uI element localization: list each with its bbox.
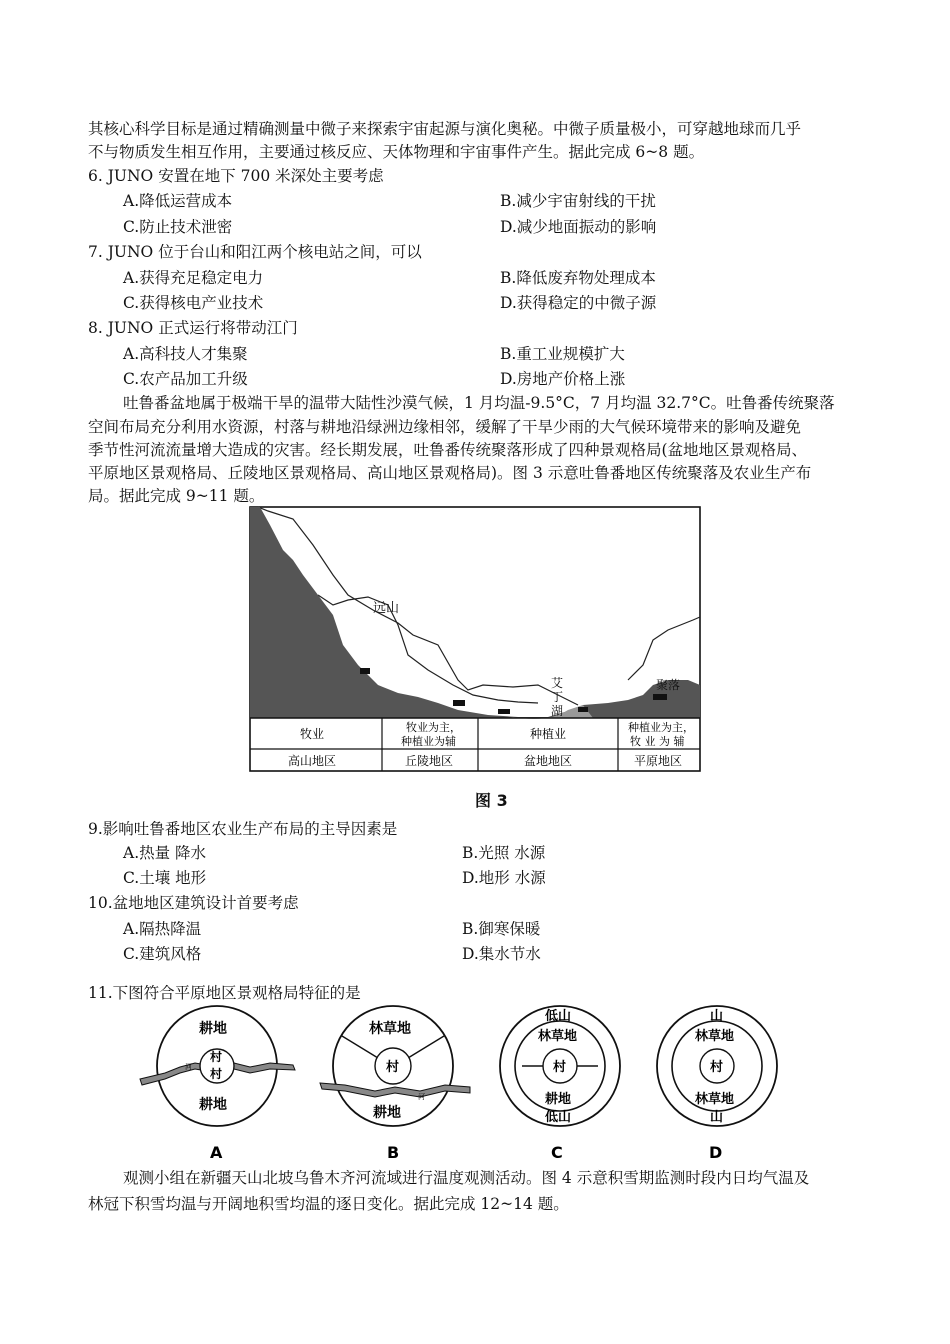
label-far-mountain: 远山 bbox=[373, 601, 400, 616]
region-plain: 平原地区 bbox=[634, 754, 683, 768]
q6-option-c[interactable]: C.防止技术泄密 bbox=[123, 218, 233, 236]
q11-stem: 11.下图符合平原地区景观格局特征的是 bbox=[88, 984, 361, 1002]
q7-option-d[interactable]: D.获得稳定的中微子源 bbox=[500, 294, 657, 312]
passage2-line-5: 局。据此完成 9~11 题。 bbox=[88, 487, 265, 505]
a-village-2: 村 bbox=[210, 1067, 223, 1081]
agri-basin: 种植业 bbox=[530, 727, 567, 741]
q10-option-b[interactable]: B.御寒保暖 bbox=[462, 920, 541, 938]
label-settlement: 聚落 bbox=[656, 678, 681, 692]
label-lake-1: 艾 bbox=[551, 676, 564, 690]
agri-hill-1: 牧业为主， bbox=[406, 721, 461, 734]
q8-option-c[interactable]: C.农产品加工升级 bbox=[123, 370, 248, 388]
figure-3-caption: 图 3 bbox=[475, 791, 508, 810]
c-inner-bottom: 耕地 bbox=[545, 1092, 572, 1107]
agri-high: 牧业 bbox=[300, 727, 325, 741]
q9-option-b[interactable]: B.光照 水源 bbox=[462, 844, 546, 862]
c-letter: C bbox=[551, 1143, 563, 1162]
house-icon bbox=[360, 668, 370, 674]
a-river: 河 bbox=[185, 1063, 192, 1071]
passage2-line-4: 平原地区景观格局、丘陵地区景观格局、高山地区景观格局)。图 3 示意吐鲁番地区传统聚落及农业生产布 bbox=[88, 464, 812, 482]
q6-stem: 6. JUNO 安置在地下 700 米深处主要考虑 bbox=[88, 167, 384, 185]
passage3-line-1: 观测小组在新疆天山北坡乌鲁木齐河流域进行温度观测活动。图 4 示意积雪期监测时段内日均气温及 bbox=[123, 1169, 810, 1187]
passage2-line-3: 季节性河流流量增大造成的灾害。经长期发展，吐鲁番传统聚落形成了四种景观格局(盆地地区景观格局、 bbox=[88, 441, 808, 459]
house-icon bbox=[498, 709, 510, 714]
b-top: 林草地 bbox=[369, 1021, 411, 1037]
d-outer-top: 山 bbox=[710, 1009, 724, 1024]
q8-option-b[interactable]: B.重工业规模扩大 bbox=[500, 345, 625, 363]
d-outer-bottom: 山 bbox=[710, 1110, 724, 1125]
d-inner-top: 林草地 bbox=[695, 1029, 735, 1044]
q8-option-d[interactable]: D.房地产价格上涨 bbox=[500, 370, 626, 388]
b-bottom: 耕地 bbox=[373, 1105, 401, 1121]
q8-option-a[interactable]: A.高科技人才集聚 bbox=[123, 345, 248, 363]
q7-option-a[interactable]: A.获得充足稳定电力 bbox=[123, 269, 264, 287]
label-lake-2: 丁 bbox=[551, 690, 564, 704]
q9-option-c[interactable]: C.土壤 地形 bbox=[123, 869, 207, 887]
q7-stem: 7. JUNO 位于台山和阳江两个核电站之间，可以 bbox=[88, 243, 422, 261]
b-letter: B bbox=[387, 1143, 400, 1162]
q9-option-d[interactable]: D.地形 水源 bbox=[462, 869, 546, 887]
q7-option-c[interactable]: C.获得核电产业技术 bbox=[123, 294, 264, 312]
q6-option-a[interactable]: A.降低运营成本 bbox=[123, 192, 233, 210]
q11-figures bbox=[135, 1005, 795, 1165]
a-village-1: 村 bbox=[210, 1050, 223, 1064]
region-high: 高山地区 bbox=[288, 754, 337, 768]
c-village: 村 bbox=[553, 1060, 567, 1075]
agri-hill-2: 种植业为辅 bbox=[401, 735, 456, 748]
region-hill: 丘陵地区 bbox=[405, 754, 454, 768]
q6-option-b[interactable]: B.减少宇宙射线的干扰 bbox=[500, 192, 656, 210]
q10-stem: 10.盆地地区建筑设计首要考虑 bbox=[88, 894, 299, 912]
region-basin: 盆地地区 bbox=[524, 754, 573, 768]
a-bottom: 耕地 bbox=[199, 1097, 227, 1113]
b-river: 河 bbox=[418, 1093, 425, 1101]
a-letter: A bbox=[210, 1143, 223, 1162]
q6-option-d[interactable]: D.减少地面振动的影响 bbox=[500, 218, 657, 236]
house-icon bbox=[453, 700, 465, 706]
passage2-line-1: 吐鲁番盆地属于极端干旱的温带大陆性沙漠气候，1 月均温-9.5°C，7 月均温 32.7°C。吐鲁番传统聚落 bbox=[123, 394, 835, 412]
b-village: 村 bbox=[386, 1060, 400, 1075]
house-icon bbox=[578, 707, 588, 712]
agri-plain-1: 种植业为主， bbox=[628, 721, 694, 734]
q10-option-c[interactable]: C.建筑风格 bbox=[123, 945, 202, 963]
agri-plain-2: 牧 业 为 辅 bbox=[630, 735, 685, 748]
figure-3 bbox=[248, 505, 703, 775]
d-village: 村 bbox=[710, 1060, 724, 1075]
diagram-a[interactable] bbox=[140, 1006, 295, 1162]
q8-stem: 8. JUNO 正式运行将带动江门 bbox=[88, 319, 298, 337]
q10-option-d[interactable]: D.集水节水 bbox=[462, 945, 541, 963]
intro-line-1: 其核心科学目标是通过精确测量中微子来探索宇宙起源与演化奥秘。中微子质量极小，可穿越地球而几乎 bbox=[88, 120, 802, 138]
c-outer-top: 低山 bbox=[545, 1009, 572, 1024]
d-inner-bottom: 林草地 bbox=[695, 1092, 735, 1107]
intro-line-2: 不与物质发生相互作用，主要通过核反应、天体物理和宇宙事件产生。据此完成 6~8 题。 bbox=[88, 143, 705, 161]
diagram-d[interactable] bbox=[657, 1006, 777, 1162]
a-top: 耕地 bbox=[199, 1021, 227, 1037]
label-lake-3: 湖 bbox=[551, 704, 564, 718]
q9-option-a[interactable]: A.热量 降水 bbox=[123, 844, 207, 862]
q9-stem: 9.影响吐鲁番地区农业生产布局的主导因素是 bbox=[88, 820, 398, 838]
c-outer-bottom: 低山 bbox=[545, 1110, 572, 1125]
c-inner-top: 林草地 bbox=[538, 1029, 578, 1044]
house-icon bbox=[653, 694, 667, 700]
passage3-line-2: 林冠下积雪均温与开阔地积雪均温的逐日变化。据此完成 12~14 题。 bbox=[88, 1195, 569, 1213]
diagram-c[interactable] bbox=[500, 1006, 620, 1162]
q7-option-b[interactable]: B.降低废弃物处理成本 bbox=[500, 269, 656, 287]
q10-option-a[interactable]: A.隔热降温 bbox=[123, 920, 202, 938]
d-letter: D bbox=[709, 1143, 723, 1162]
passage2-line-2: 空间布局充分利用水资源，村落与耕地沿绿洲边缘相邻，缓解了干旱少雨的大气候环境带来的影响及避免 bbox=[88, 418, 802, 436]
diagram-b[interactable] bbox=[320, 1006, 470, 1162]
